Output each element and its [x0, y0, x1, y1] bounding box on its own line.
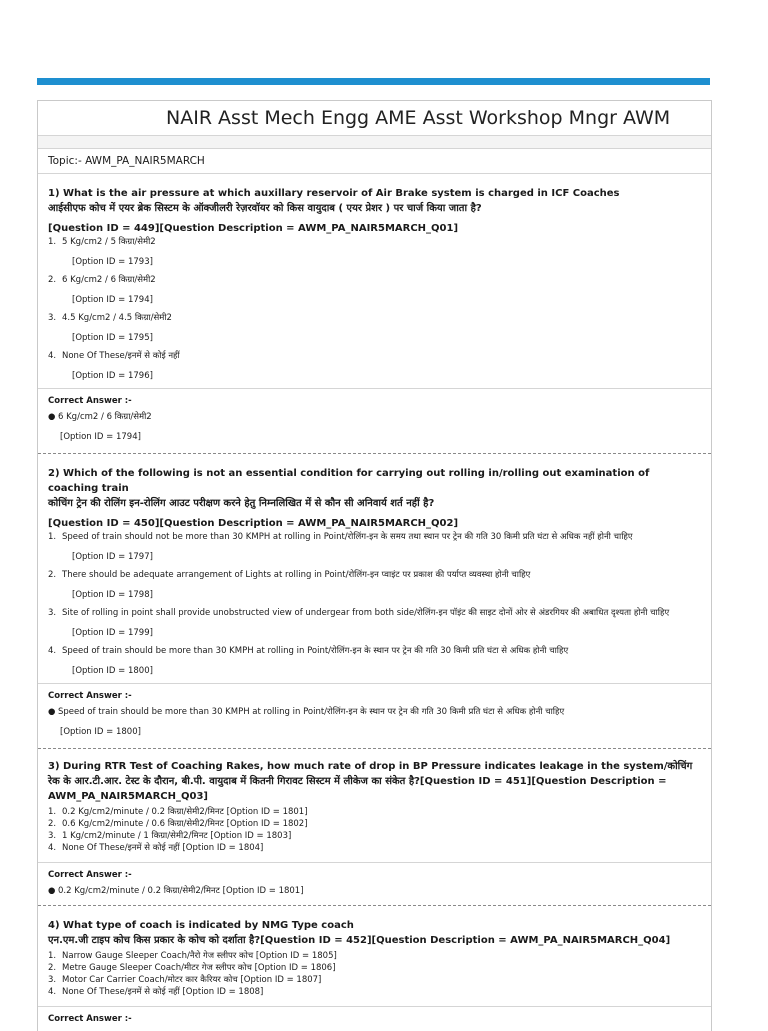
- option-4-id: [Option ID = 1800]: [72, 666, 153, 676]
- option-list: [48, 806, 703, 854]
- question-2-id: [Question ID = 450][Question Description = AWM_PA_NAIR5MARCH_Q02]: [48, 518, 459, 529]
- question-1-id: [Question ID = 449][Question Description = AWM_PA_NAIR5MARCH_Q01]: [48, 223, 459, 234]
- question-3: [38, 749, 711, 862]
- option-2: 2. 0.6 Kg/cm2/minute / 0.6 किग्रा/सेमी2/मिनट [Option ID = 1802]: [48, 819, 308, 829]
- correct-answer-option-id: [Option ID = 1794]: [60, 432, 141, 442]
- option-3: 3. 4.5 Kg/cm2 / 4.5 किग्रा/सेमी2: [48, 313, 172, 323]
- question-2-heading: [48, 466, 703, 511]
- question-1-text-hi: आईसीएफ कोच में एयर ब्रेक सिस्टम के ऑक्जीलरी रेज़रवॉयर को किस वायुदाब ( एयर प्रेशर ) पर चार्ज किया जाता है?: [48, 203, 482, 214]
- correct-answer-label: Correct Answer :-: [48, 691, 132, 701]
- bullet-icon: ●: [48, 886, 56, 896]
- option-list: [48, 531, 703, 677]
- option-2-id: [Option ID = 1798]: [72, 590, 153, 600]
- option-1: 1. Speed of train should not be more than 30 KMPH at rolling in Point/रोलिंग-इन के समय तथा स्थान पर ट्रेन की गति 30 किमी प्रति घंटा से अधिक नहीं होनी चाहिए: [48, 532, 633, 542]
- question-2-text-en: 2) Which of the following is not an essential condition for carrying out rolling in/rolling out examination of coaching train: [48, 468, 650, 494]
- option-2-id: [Option ID = 1794]: [72, 295, 153, 305]
- question-1-heading: [48, 186, 703, 216]
- option-2: 2. There should be adequate arrangement of Lights at rolling in Point/रोलिंग-इन प्वाइंट पर प्रकाश की पर्याप्त व्यवस्था होनी चाहिए: [48, 570, 531, 580]
- option-3: 3. Motor Car Carrier Coach/मोटर कार कैरियर कोच [Option ID = 1807]: [48, 975, 322, 985]
- option-4: 4. None Of These/इनमें से कोई नहीं: [48, 351, 180, 361]
- correct-answer-1: [38, 388, 711, 454]
- option-3-id: [Option ID = 1799]: [72, 628, 153, 638]
- bullet-icon: ●: [48, 707, 56, 717]
- option-1: 1. 5 Kg/cm2 / 5 किग्रा/सेमी2: [48, 237, 156, 247]
- correct-answer-2: [38, 683, 711, 749]
- correct-answer-label: Correct Answer :-: [48, 396, 132, 406]
- option-1-id: [Option ID = 1797]: [72, 552, 153, 562]
- question-4-heading: [48, 918, 703, 948]
- option-3-id: [Option ID = 1795]: [72, 333, 153, 343]
- option-4: 4. Speed of train should be more than 30 KMPH at rolling in Point/रोलिंग-इन के स्थान पर ट्रेन की गति 30 किमी प्रति घंटा से अधिक होनी चाहिए: [48, 646, 569, 656]
- correct-answer-value: ● Speed of train should be more than 30 KMPH at rolling in Point/रोलिंग-इन के स्थान पर ट्रेन की गति 30 किमी प्रति घंटा से अधिक होनी चाहिए: [48, 707, 565, 717]
- option-4-id: [Option ID = 1796]: [72, 371, 153, 381]
- spacer-row: [38, 136, 711, 149]
- correct-answer-label: Correct Answer :-: [48, 1014, 132, 1024]
- correct-answer-value: ● 0.2 Kg/cm2/minute / 0.2 किग्रा/सेमी2/मिनट [Option ID = 1801]: [48, 886, 304, 896]
- option-3: 3. 1 Kg/cm2/minute / 1 किग्रा/सेमी2/मिनट [Option ID = 1803]: [48, 831, 292, 841]
- correct-answer-option-id: [Option ID = 1800]: [60, 727, 141, 737]
- option-4: 4. None Of These/इनमें से कोई नहीं [Option ID = 1808]: [48, 987, 264, 997]
- question-1-text-en: 1) What is the air pressure at which auxillary reservoir of Air Brake system is charged in ICF Coaches: [48, 188, 620, 199]
- option-2: 2. Metre Gauge Sleeper Coach/मीटर गेज स्लीपर कोच [Option ID = 1806]: [48, 963, 336, 973]
- correct-answer-3: [38, 862, 711, 906]
- correct-answer-4: [38, 1006, 711, 1029]
- option-1: 1. Narrow Gauge Sleeper Coach/नैरो गेज स्लीपर कोच [Option ID = 1805]: [48, 951, 337, 961]
- correct-answer-value: ● 6 Kg/cm2 / 6 किग्रा/सेमी2: [48, 412, 152, 422]
- topic: Topic:- AWM_PA_NAIR5MARCH: [38, 149, 711, 174]
- question-3-heading: 3) During RTR Test of Coaching Rakes, how much rate of drop in BP Pressure indicates leakage in the system/कोचिंग रेक के आर.टी.आर. टेस्ट के दौरान, बी.पी. वायुदाब में कितनी गिरावट सिस्टम में लीकेज का संकेत है?[Question ID = 451][Question Description = AWM_PA_NAIR5MARCH_Q03]: [48, 761, 693, 802]
- correct-answer-label: Correct Answer :-: [48, 870, 132, 880]
- option-2: 2. 6 Kg/cm2 / 6 किग्रा/सेमी2: [48, 275, 156, 285]
- option-list: [48, 236, 703, 382]
- header-accent-bar: [37, 78, 710, 85]
- question-4: [38, 906, 711, 1006]
- option-1-id: [Option ID = 1793]: [72, 257, 153, 267]
- question-paper: [37, 100, 712, 1031]
- question-4-text-en: 4) What type of coach is indicated by NMG Type coach: [48, 920, 354, 931]
- option-1: 1. 0.2 Kg/cm2/minute / 0.2 किग्रा/सेमी2/मिनट [Option ID = 1801]: [48, 807, 308, 817]
- title-row: [38, 101, 711, 136]
- question-4-text-hi: एन.एम.जी टाइप कोच किस प्रकार के कोच को दर्शाता है?[Question ID = 452][Question Description = AWM_PA_NAIR5MARCH_Q04]: [48, 935, 671, 946]
- bullet-icon: ●: [48, 412, 56, 422]
- question-2: [38, 454, 711, 677]
- option-3: 3. Site of rolling in point shall provide unobstructed view of undergear from both side/रोलिंग-इन पॉइंट की साइट दोनों ओर से अंडरगियर की अबाधित दृश्यता होनी चाहिए: [48, 608, 670, 618]
- option-4: 4. None Of These/इनमें से कोई नहीं [Option ID = 1804]: [48, 843, 264, 853]
- option-list: [48, 950, 703, 998]
- question-1: [38, 174, 711, 382]
- paper-title: NAIR Asst Mech Engg AME Asst Workshop Mngr AWM: [166, 107, 671, 129]
- question-2-text-hi: कोचिंग ट्रेन की रोलिंग इन-रोलिंग आउट परीक्षण करने हेतु निम्नलिखित में से कौन सी अनिवार्य शर्त नहीं है?: [48, 498, 435, 509]
